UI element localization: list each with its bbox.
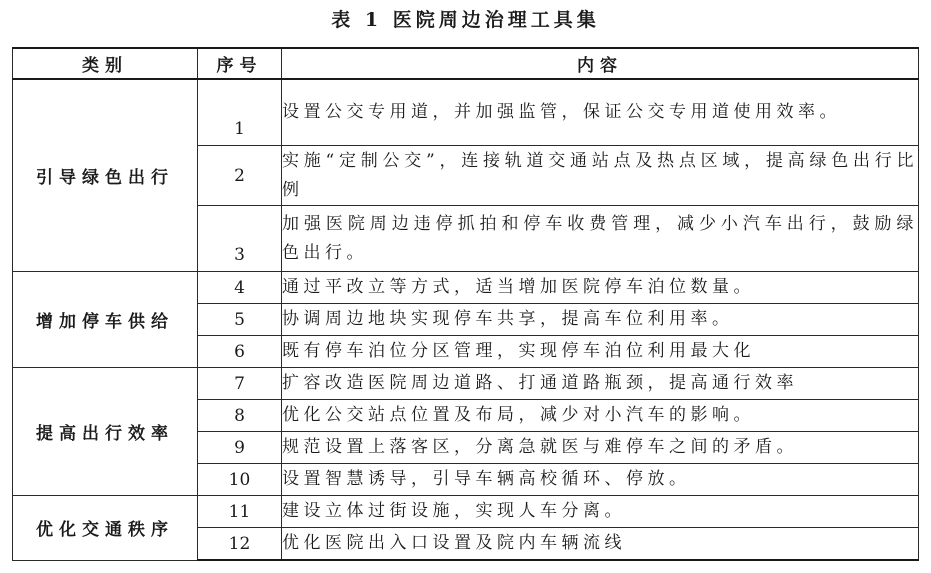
table-row <box>13 272 919 304</box>
number-cell: 8 <box>198 400 282 432</box>
content-cell: 规范设置上落客区，分离急就医与难停车之间的矛盾。 <box>282 432 919 464</box>
number-cell: 10 <box>198 464 282 496</box>
number-cell: 2 <box>198 146 282 206</box>
header-category: 类别 <box>13 48 198 79</box>
category-cell: 优化交通秩序 <box>13 496 198 561</box>
content-cell: 实施“定制公交”，连接轨道交通站点及热点区域，提高绿色出行比例 <box>282 146 919 206</box>
category-cell: 提高出行效率 <box>13 368 198 496</box>
header-row <box>13 48 919 79</box>
number-cell: 7 <box>198 368 282 400</box>
table-title: 表 1 医院周边治理工具集 <box>331 9 600 31</box>
header-content: 内容 <box>282 48 919 79</box>
content-cell: 既有停车泊位分区管理，实现停车泊位利用最大化 <box>282 336 919 368</box>
table-row <box>13 79 919 146</box>
content-cell: 建设立体过街设施，实现人车分离。 <box>282 496 919 528</box>
tools-table <box>12 47 919 561</box>
content-cell: 优化公交站点位置及布局，减少对小汽车的影响。 <box>282 400 919 432</box>
category-cell: 引导绿色出行 <box>13 79 198 272</box>
number-cell: 5 <box>198 304 282 336</box>
content-cell: 扩容改造医院周边道路、打通道路瓶颈，提高通行效率 <box>282 368 919 400</box>
content-cell: 设置公交专用道，并加强监管，保证公交专用道使用效率。 <box>282 79 919 146</box>
number-cell: 12 <box>198 528 282 561</box>
content-cell: 通过平改立等方式，适当增加医院停车泊位数量。 <box>282 272 919 304</box>
table-row <box>13 496 919 528</box>
number-cell: 4 <box>198 272 282 304</box>
number-cell: 1 <box>198 79 282 146</box>
number-cell: 3 <box>198 206 282 272</box>
table-row <box>13 368 919 400</box>
content-cell: 加强医院周边违停抓拍和停车收费管理，减少小汽车出行，鼓励绿色出行。 <box>282 206 919 272</box>
content-cell: 协调周边地块实现停车共享，提高车位利用率。 <box>282 304 919 336</box>
category-cell: 增加停车供给 <box>13 272 198 368</box>
header-number: 序号 <box>198 48 282 79</box>
number-cell: 11 <box>198 496 282 528</box>
number-cell: 6 <box>198 336 282 368</box>
content-cell: 优化医院出入口设置及院内车辆流线 <box>282 528 919 561</box>
number-cell: 9 <box>198 432 282 464</box>
content-cell: 设置智慧诱导，引导车辆高校循环、停放。 <box>282 464 919 496</box>
